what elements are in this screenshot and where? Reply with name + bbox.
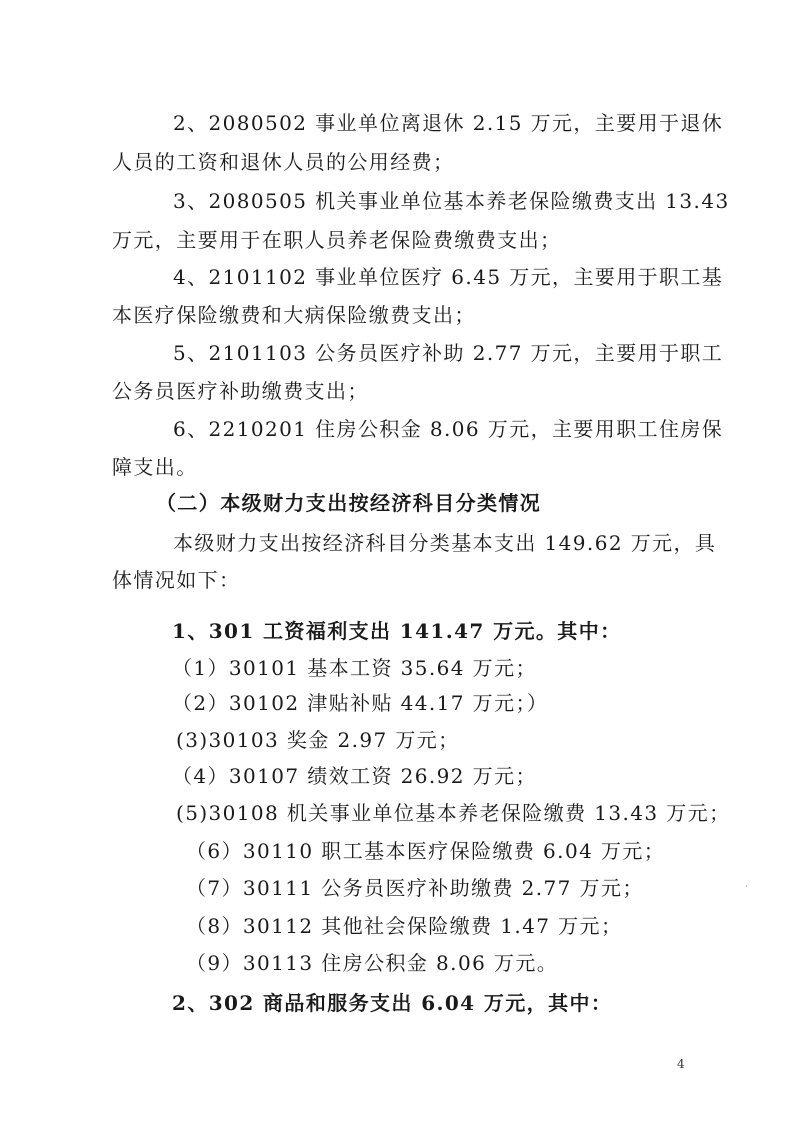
sub-item: （8）30112 其他社会保险缴费 1.47 万元； [186, 914, 623, 938]
sub-item: （2）30102 津贴补贴 44.17 万元；） [172, 691, 549, 715]
paragraph-line: 4、2101102 事业单位医疗 6.45 万元，主要用于职工基 [173, 265, 724, 289]
intro-line: 本级财力支出按经济科目分类基本支出 149.62 万元，具 [173, 531, 717, 555]
sub-item: （4）30107 绩效工资 26.92 万元； [172, 764, 537, 788]
sub-item: (3)30103 奖金 2.97 万元； [176, 728, 460, 752]
paragraph-line: 2、2080502 事业单位离退休 2.15 万元，主要用于退休 [173, 111, 724, 135]
stray-mark: ˋ [745, 885, 749, 894]
paragraph-line: 3、2080505 机关事业单位基本养老保险缴费支出 13.43 [173, 189, 730, 213]
sub-item: （6）30110 职工基本医疗保险缴费 6.04 万元； [186, 839, 666, 863]
paragraph-line: 公务员医疗补助缴费支出； [112, 379, 369, 403]
intro-line: 体情况如下： [112, 568, 241, 592]
paragraph-line: 5、2101103 公务员医疗补助 2.77 万元，主要用于职工 [173, 341, 724, 365]
section-heading: （二）本级财力支出按经济科目分类情况 [156, 491, 542, 515]
sub-item: (5)30108 机关事业单位基本养老保险缴费 13.43 万元； [176, 801, 731, 825]
paragraph-line: 万元，主要用于在职人员养老保险费缴费支出； [112, 228, 562, 252]
paragraph-line: 6、2210201 住房公积金 8.06 万元，主要用职工住房保 [173, 417, 724, 441]
paragraph-line: 人员的工资和退休人员的公用经费； [112, 150, 455, 174]
paragraph-line: 本医疗保险缴费和大病保险缴费支出； [112, 303, 476, 327]
paragraph-line: 障支出。 [112, 455, 198, 479]
item-heading-301: 1、301 工资福利支出 141.47 万元。其中： [172, 619, 622, 643]
item-heading-302: 2、302 商品和服务支出 6.04 万元，其中： [172, 991, 613, 1015]
sub-item: （7）30111 公务员医疗补助缴费 2.77 万元； [186, 876, 644, 900]
sub-item: （9）30113 住房公积金 8.06 万元。 [186, 951, 559, 975]
sub-item: （1）30101 基本工资 35.64 万元； [172, 656, 537, 680]
page-number: 4 [677, 1057, 685, 1071]
